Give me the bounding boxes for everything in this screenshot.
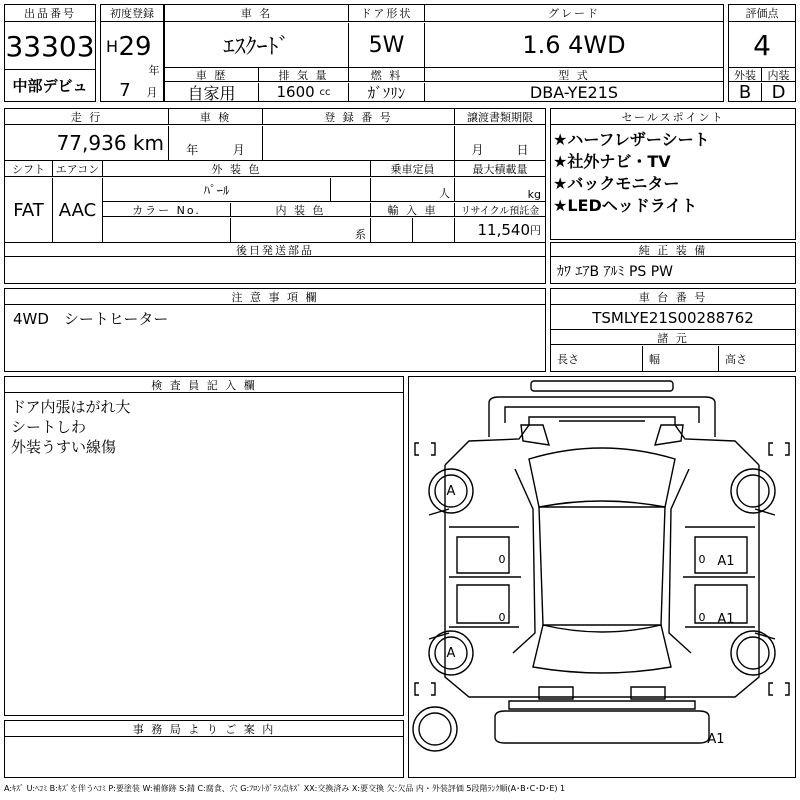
specs-label: 諸 元 [551, 331, 795, 345]
car-diagram [408, 376, 796, 778]
door-label: ドア形状 [349, 5, 425, 22]
inspector-box [4, 376, 404, 716]
air-conditioner: AAC [53, 178, 103, 242]
mark-right-rear-zero: 0 [698, 610, 706, 624]
inspector-note: 外装うすい線傷 [11, 438, 117, 456]
office-label: 事 務 局 よ り ご 案 内 [5, 721, 403, 737]
int-color-label: 内 装 色 [231, 203, 371, 217]
shift: FAT [5, 178, 53, 242]
capacity-label: 乗車定員 [371, 161, 455, 177]
reg-number [263, 126, 455, 160]
first-registration-box [100, 4, 164, 102]
max-load-label: 最大積載量 [455, 161, 545, 177]
mark-left-rear-door: 0 [498, 610, 506, 624]
reg-number-label: 登 録 番 号 [263, 109, 455, 125]
sales-point: ★ハーフレザーシート [553, 130, 710, 149]
car-diagram-svg [409, 377, 795, 777]
history: 自家用 [165, 83, 259, 101]
int-color: 系 [231, 218, 371, 242]
transfer-month-unit: 月 [471, 143, 484, 157]
shift-label: シフト [5, 161, 53, 177]
mark-rear-left-tire: A [446, 645, 456, 661]
chassis-number: TSMLYE21S00288762 [551, 306, 795, 330]
inspector-note: シートしわ [11, 418, 87, 436]
displacement-value: 1600 [276, 83, 315, 101]
mark-left-front-door: 0 [498, 552, 506, 566]
fuel-label: 燃 料 [349, 68, 425, 82]
inspector-label: 検 査 員 記 入 欄 [5, 377, 403, 393]
max-load: kg [455, 178, 545, 202]
displacement-label: 排 気 量 [259, 68, 349, 82]
later-parts-label: 後日発送部品 [5, 243, 545, 257]
transfer-deadline [455, 126, 545, 160]
inspection-date [169, 126, 263, 160]
recycle-fee [455, 218, 545, 242]
mileage-label: 走 行 [5, 109, 169, 125]
model-label: 型 式 [425, 68, 723, 82]
notes-label: 注 意 事 項 欄 [5, 289, 545, 305]
reg-month: 7 [119, 79, 131, 101]
ext-color-extra [331, 178, 371, 202]
interior-label: 内装 [762, 68, 795, 82]
chassis-label: 車 台 番 号 [551, 289, 795, 305]
recycle-label: リサイクル預託金 [455, 203, 545, 217]
sales-points-box [550, 108, 796, 240]
inspector-note: ドア内張はがれ大 [11, 398, 131, 416]
insp-year-unit: 年 [186, 143, 199, 157]
mark-right-rear-door: A1 [717, 611, 735, 627]
grade-label: グレード [425, 5, 723, 22]
notes-text: 4WD シートヒーター [13, 310, 169, 328]
era: H [105, 36, 119, 56]
width-label: 幅 [643, 346, 719, 371]
car-name: ｴｽｸｰﾄﾞ [165, 23, 349, 67]
length-label: 長さ [551, 346, 643, 371]
score-box [728, 4, 796, 102]
sales-points-list [553, 129, 710, 217]
notes-box [4, 288, 546, 372]
displacement-unit: cc [319, 86, 331, 98]
model: DBA-YE21S [529, 83, 619, 101]
sales-point: ★バックモニター [553, 174, 680, 193]
fuel: ｶﾞｿﾘﾝ [349, 83, 425, 101]
exterior-grade: B [729, 83, 762, 101]
import-flag [371, 218, 413, 242]
insp-month-unit: 月 [232, 143, 245, 157]
history-label: 車 歴 [165, 68, 259, 82]
transfer-deadline-label: 譲渡書類期限 [455, 109, 545, 125]
inspection-label: 車 検 [169, 109, 263, 125]
debut-label: 中部デビュ [5, 69, 95, 101]
main-spec-box [164, 4, 724, 102]
inspector-notes [11, 397, 131, 457]
mark-right-front-door: A1 [717, 553, 735, 569]
recycle-value: 11,540 [477, 221, 530, 239]
displacement [259, 83, 349, 101]
office-box [4, 720, 404, 778]
equipment-label: 純 正 装 備 [551, 243, 795, 257]
first-reg-label: 初度登録 [101, 5, 163, 22]
mark-rear-bumper: A1 [707, 731, 725, 747]
year-unit: 年 [148, 64, 160, 77]
grade: 1.6 4WD [522, 31, 626, 59]
sales-point: ★LEDヘッドライト [553, 196, 698, 215]
month-unit: 月 [146, 86, 158, 99]
height-label: 高さ [725, 352, 747, 366]
score: 4 [753, 28, 771, 62]
import-label: 輸 入 車 [371, 203, 455, 217]
legend: A:ｷｽﾞ U:ﾍｺﾐ B:ｷｽﾞを伴うﾍｺﾐ P:要塗装 W:補修跡 S:錆 C:腐食、穴 G:ﾌﾛﾝﾄｶﾞﾗｽ点ｷｽﾞ XX:交換済み X:要交換 欠:欠品 内・外装評価 5段階ﾗﾝｸ順(A･B･C･D･E) 1 [4, 783, 566, 793]
mileage [5, 126, 169, 160]
equipment-box [550, 242, 796, 284]
ac-label: エアコン [53, 161, 103, 177]
mileage-value: 77,936 [56, 131, 127, 155]
reg-year: 29 [118, 32, 152, 62]
lot-number-box [4, 4, 96, 102]
ext-color: ﾊﾟｰﾙ [103, 178, 331, 202]
equipment: ｶﾜ ｴｱB ｱﾙﾐ PS PW [557, 263, 674, 280]
interior-grade: D [771, 83, 786, 101]
door-type: 5W [349, 23, 425, 67]
recycle-unit: 円 [530, 224, 541, 237]
lot-number-label: 出品番号 [5, 5, 95, 22]
color-no-label: カラー No. [103, 203, 231, 217]
chassis-box [550, 288, 796, 372]
mileage-unit: km [132, 131, 164, 155]
capacity: 人 [371, 178, 455, 202]
car-name-label: 車 名 [165, 5, 349, 22]
sales-point: ★社外ナビ・TV [553, 152, 671, 171]
lot-number: 33303 [5, 29, 95, 63]
color-no [103, 218, 231, 242]
mark-front-left-tire: A [446, 483, 456, 499]
detail-box [4, 108, 546, 284]
import-value [413, 218, 455, 242]
transfer-day-unit: 日 [516, 143, 529, 157]
ext-color-label: 外 装 色 [103, 161, 371, 177]
sales-points-label: セールスポイント [551, 109, 795, 125]
score-label: 評価点 [729, 5, 795, 22]
mark-right-front-zero: 0 [698, 552, 706, 566]
later-parts [5, 258, 545, 283]
exterior-label: 外装 [729, 68, 762, 82]
